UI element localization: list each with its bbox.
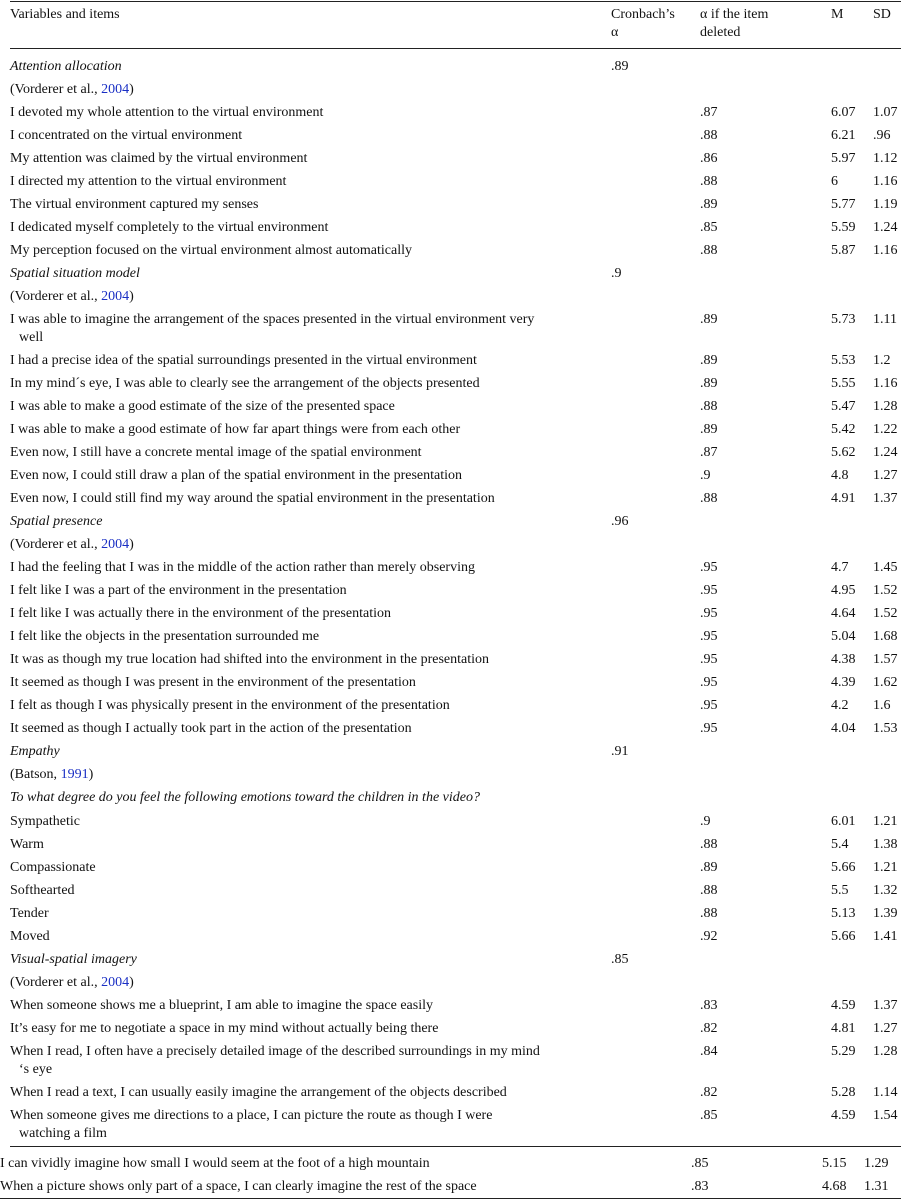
citation-year-link[interactable]: 2004 bbox=[101, 975, 130, 990]
item-text-line1: When I read, I often have a precisely detailed image of the described surroundings in my mind bbox=[10, 1044, 540, 1059]
alpha-if-deleted-value: .89 bbox=[700, 422, 718, 437]
alpha-if-deleted-value: .85 bbox=[691, 1156, 709, 1171]
alpha-if-deleted-value: .82 bbox=[700, 1085, 718, 1100]
table-row bbox=[0, 974, 901, 997]
alpha-if-deleted-value: .89 bbox=[700, 353, 718, 368]
item-text: I concentrated on the virtual environment bbox=[10, 128, 243, 143]
top-rule bbox=[10, 1, 901, 2]
sd-value: 1.28 bbox=[873, 399, 898, 414]
alpha-if-deleted-value: .88 bbox=[700, 883, 718, 898]
cronbach-alpha-value: .85 bbox=[611, 952, 629, 967]
header-deleted-line1: α if the item bbox=[700, 7, 769, 22]
item-text: I was able to make a good estimate of the size of the presented space bbox=[10, 399, 395, 414]
item-text: It was as though my true location had shifted into the environment in the presentation bbox=[10, 652, 490, 667]
sd-value: 1.29 bbox=[864, 1156, 889, 1171]
sd-value: 1.37 bbox=[873, 491, 898, 506]
alpha-if-deleted-value: .87 bbox=[700, 445, 718, 460]
mean-value: 5.42 bbox=[831, 422, 856, 437]
citation-close: ) bbox=[88, 767, 94, 782]
mean-value: 6 bbox=[831, 174, 838, 189]
sd-value: 1.68 bbox=[873, 629, 898, 644]
table-row bbox=[0, 219, 901, 242]
alpha-if-deleted-value: .95 bbox=[700, 675, 718, 690]
alpha-if-deleted-value: .83 bbox=[700, 998, 718, 1013]
sd-value: 1.2 bbox=[873, 353, 891, 368]
sd-value: 1.21 bbox=[873, 860, 898, 875]
mean-value: 5.66 bbox=[831, 929, 856, 944]
cronbach-alpha-value: .89 bbox=[611, 59, 629, 74]
alpha-if-deleted-value: .89 bbox=[700, 860, 718, 875]
table-row bbox=[0, 905, 901, 928]
alpha-if-deleted-value: .82 bbox=[700, 1021, 718, 1036]
header-cronbach bbox=[611, 6, 675, 42]
citation-authors: (Vorderer et al., bbox=[10, 82, 102, 97]
header-sd: SD bbox=[873, 7, 891, 22]
mean-value: 5.5 bbox=[831, 883, 849, 898]
alpha-if-deleted-value: .9 bbox=[700, 814, 711, 829]
sd-value: 1.37 bbox=[873, 998, 898, 1013]
table-row bbox=[0, 467, 901, 490]
citation-authors: (Vorderer et al., bbox=[10, 537, 102, 552]
table-row bbox=[0, 288, 901, 311]
item-text: I had a precise idea of the spatial surroundings presented in the virtual environment bbox=[10, 353, 477, 368]
mean-value: 4.81 bbox=[831, 1021, 856, 1036]
item-text: I devoted my whole attention to the virtual environment bbox=[10, 105, 324, 120]
table-row bbox=[0, 490, 901, 513]
alpha-if-deleted-value: .84 bbox=[700, 1044, 718, 1059]
table-row bbox=[0, 651, 901, 674]
mean-value: 4.04 bbox=[831, 721, 856, 736]
alpha-if-deleted-value: .86 bbox=[700, 151, 718, 166]
table-row bbox=[0, 743, 901, 766]
sd-value: 1.16 bbox=[873, 174, 898, 189]
header-rule bbox=[10, 48, 901, 49]
table-row bbox=[0, 352, 901, 375]
item-text: Compassionate bbox=[10, 860, 96, 875]
item-text: When someone shows me a blueprint, I am able to imagine the space easily bbox=[10, 998, 433, 1013]
table-row bbox=[0, 1155, 901, 1178]
mean-value: 4.64 bbox=[831, 606, 856, 621]
item-text: My attention was claimed by the virtual environment bbox=[10, 151, 308, 166]
mean-value: 4.39 bbox=[831, 675, 856, 690]
section-title: Attention allocation bbox=[10, 59, 122, 74]
item-text: I felt like I was actually there in the environment of the presentation bbox=[10, 606, 391, 621]
sd-value: 1.62 bbox=[873, 675, 898, 690]
table-row bbox=[0, 1043, 901, 1083]
alpha-if-deleted-value: .88 bbox=[700, 128, 718, 143]
sd-value: 1.6 bbox=[873, 698, 891, 713]
mean-value: 5.13 bbox=[831, 906, 856, 921]
table-rule bbox=[10, 1146, 901, 1147]
citation-authors: (Vorderer et al., bbox=[10, 975, 102, 990]
alpha-if-deleted-value: .85 bbox=[700, 1108, 718, 1123]
item-text: I had the feeling that I was in the middle of the action rather than merely observing bbox=[10, 560, 475, 575]
sd-value: 1.52 bbox=[873, 606, 898, 621]
alpha-if-deleted-value: .89 bbox=[700, 376, 718, 391]
alpha-if-deleted-value: .88 bbox=[700, 491, 718, 506]
mean-value: 5.62 bbox=[831, 445, 856, 460]
alpha-if-deleted-value: .95 bbox=[700, 606, 718, 621]
item-text-line2: watching a film bbox=[19, 1126, 107, 1141]
mean-value: 4.95 bbox=[831, 583, 856, 598]
cronbach-alpha-value: .96 bbox=[611, 514, 629, 529]
mean-value: 5.97 bbox=[831, 151, 856, 166]
table-row bbox=[0, 311, 901, 351]
table-row bbox=[0, 242, 901, 265]
item-text: It seemed as though I was present in the environment of the presentation bbox=[10, 675, 416, 690]
table-row bbox=[0, 536, 901, 559]
mean-value: 5.29 bbox=[831, 1044, 856, 1059]
sd-value: 1.07 bbox=[873, 105, 898, 120]
item-text-line2: ‘s eye bbox=[19, 1062, 53, 1077]
item-text: Tender bbox=[10, 906, 49, 921]
cronbach-alpha-value: .91 bbox=[611, 744, 629, 759]
table-row bbox=[0, 81, 901, 104]
sd-value: 1.22 bbox=[873, 422, 898, 437]
sd-value: 1.28 bbox=[873, 1044, 898, 1059]
mean-value: 5.4 bbox=[831, 837, 849, 852]
section-title: Empathy bbox=[10, 744, 60, 759]
item-text: It seemed as though I actually took part in the action of the presentation bbox=[10, 721, 412, 736]
bottom-rule bbox=[0, 1198, 901, 1199]
item-text: Even now, I could still draw a plan of the spatial environment in the presentation bbox=[10, 468, 463, 483]
table-row bbox=[0, 559, 901, 582]
citation-authors: (Vorderer et al., bbox=[10, 289, 102, 304]
header-alpha-deleted bbox=[700, 6, 768, 42]
sd-value: 1.38 bbox=[873, 837, 898, 852]
sd-value: 1.11 bbox=[873, 312, 897, 327]
citation-close: ) bbox=[129, 975, 134, 990]
citation-authors: (Batson, bbox=[10, 767, 61, 782]
alpha-if-deleted-value: .9 bbox=[700, 468, 711, 483]
item-text bbox=[10, 1043, 600, 1079]
item-text: Even now, I still have a concrete mental image of the spatial environment bbox=[10, 445, 422, 460]
item-text: I dedicated myself completely to the virtual environment bbox=[10, 220, 329, 235]
mean-value: 4.2 bbox=[831, 698, 849, 713]
table-row bbox=[0, 196, 901, 219]
alpha-if-deleted-value: .88 bbox=[700, 906, 718, 921]
citation bbox=[10, 288, 134, 306]
header-cronbach-line1: Cronbach’s bbox=[611, 7, 675, 22]
item-text: The virtual environment captured my senses bbox=[10, 197, 259, 212]
mean-value: 5.87 bbox=[831, 243, 856, 258]
sd-value: 1.16 bbox=[873, 376, 898, 391]
sd-value: 1.27 bbox=[873, 468, 898, 483]
item-text: I felt like I was a part of the environment in the presentation bbox=[10, 583, 347, 598]
table-row bbox=[0, 421, 901, 444]
table-row bbox=[0, 813, 901, 836]
sd-value: 1.16 bbox=[873, 243, 898, 258]
sd-value: 1.41 bbox=[873, 929, 898, 944]
citation bbox=[10, 81, 134, 99]
table-row bbox=[0, 859, 901, 882]
alpha-if-deleted-value: .95 bbox=[700, 560, 718, 575]
item-text bbox=[10, 311, 600, 347]
sd-value: 1.19 bbox=[873, 197, 898, 212]
alpha-if-deleted-value: .92 bbox=[700, 929, 718, 944]
table-row bbox=[0, 265, 901, 288]
table-row bbox=[0, 674, 901, 697]
table-row bbox=[0, 375, 901, 398]
sd-value: 1.24 bbox=[873, 220, 898, 235]
alpha-if-deleted-value: .83 bbox=[691, 1179, 709, 1194]
mean-value: 4.91 bbox=[831, 491, 856, 506]
section-title: Spatial presence bbox=[10, 514, 103, 529]
section-title: Spatial situation model bbox=[10, 266, 140, 281]
table-row bbox=[0, 582, 901, 605]
header-deleted-line2: deleted bbox=[700, 25, 741, 40]
citation-year-link[interactable]: 2004 bbox=[101, 82, 130, 97]
table-row bbox=[0, 1107, 901, 1147]
sd-value: 1.57 bbox=[873, 652, 898, 667]
item-text: Moved bbox=[10, 929, 50, 944]
citation-close: ) bbox=[129, 537, 134, 552]
table-row bbox=[0, 150, 901, 173]
citation-close: ) bbox=[129, 82, 134, 97]
alpha-if-deleted-value: .88 bbox=[700, 399, 718, 414]
table-row bbox=[0, 605, 901, 628]
alpha-if-deleted-value: .89 bbox=[700, 312, 718, 327]
sd-value: 1.45 bbox=[873, 560, 898, 575]
alpha-if-deleted-value: .95 bbox=[700, 583, 718, 598]
mean-value: 6.21 bbox=[831, 128, 856, 143]
item-text: I felt like the objects in the presentation surrounded me bbox=[10, 629, 320, 644]
sd-value: 1.52 bbox=[873, 583, 898, 598]
sd-value: 1.39 bbox=[873, 906, 898, 921]
mean-value: 4.59 bbox=[831, 998, 856, 1013]
sd-value: 1.24 bbox=[873, 445, 898, 460]
sd-value: 1.21 bbox=[873, 814, 898, 829]
item-text: Even now, I could still find my way around the spatial environment in the presentation bbox=[10, 491, 495, 506]
table-row bbox=[0, 997, 901, 1020]
sd-value: 1.32 bbox=[873, 883, 898, 898]
mean-value: 5.15 bbox=[822, 1156, 847, 1171]
section-title: Visual-spatial imagery bbox=[10, 952, 137, 967]
mean-value: 5.28 bbox=[831, 1085, 856, 1100]
item-text: My perception focused on the virtual environment almost automatically bbox=[10, 243, 413, 258]
mean-value: 4.8 bbox=[831, 468, 849, 483]
item-text-line1: I was able to imagine the arrangement of the spaces presented in the virtual environment very bbox=[10, 312, 535, 327]
alpha-if-deleted-value: .89 bbox=[700, 197, 718, 212]
sd-value: 1.53 bbox=[873, 721, 898, 736]
item-text: Softhearted bbox=[10, 883, 75, 898]
mean-value: 5.59 bbox=[831, 220, 856, 235]
table-row bbox=[0, 398, 901, 421]
mean-value: 4.38 bbox=[831, 652, 856, 667]
table-row bbox=[0, 766, 901, 789]
table-row bbox=[0, 58, 901, 81]
cronbach-alpha-value: .9 bbox=[611, 266, 622, 281]
alpha-if-deleted-value: .95 bbox=[700, 629, 718, 644]
sd-value: 1.14 bbox=[873, 1085, 898, 1100]
mean-value: 5.55 bbox=[831, 376, 856, 391]
table-row bbox=[0, 789, 901, 812]
item-text: Sympathetic bbox=[10, 814, 80, 829]
table-row bbox=[0, 951, 901, 974]
item-text: I felt as though I was physically present in the environment of the presentation bbox=[10, 698, 450, 713]
alpha-if-deleted-value: .95 bbox=[700, 698, 718, 713]
sd-value: 1.54 bbox=[873, 1108, 898, 1123]
table-row bbox=[0, 444, 901, 467]
table-row bbox=[0, 104, 901, 127]
alpha-if-deleted-value: .88 bbox=[700, 243, 718, 258]
item-text: I directed my attention to the virtual environment bbox=[10, 174, 287, 189]
citation-close: ) bbox=[129, 289, 134, 304]
citation bbox=[10, 766, 93, 784]
mean-value: 5.04 bbox=[831, 629, 856, 644]
item-text-line1: When someone gives me directions to a place, I can picture the route as though I were bbox=[10, 1108, 493, 1123]
alpha-if-deleted-value: .88 bbox=[700, 174, 718, 189]
citation-year-link[interactable]: 2004 bbox=[101, 537, 130, 552]
mean-value: 5.53 bbox=[831, 353, 856, 368]
mean-value: 5.66 bbox=[831, 860, 856, 875]
item-text bbox=[10, 1107, 600, 1143]
item-text: I can vividly imagine how small I would seem at the foot of a high mountain bbox=[0, 1156, 430, 1171]
mean-value: 5.47 bbox=[831, 399, 856, 414]
table-row bbox=[0, 928, 901, 951]
item-text: In my mind´s eye, I was able to clearly see the arrangement of the objects presented bbox=[10, 376, 480, 391]
mean-value: 5.73 bbox=[831, 312, 856, 327]
table-row bbox=[0, 127, 901, 150]
citation bbox=[10, 974, 134, 992]
sd-value: 1.31 bbox=[864, 1179, 889, 1194]
item-text: When a picture shows only part of a space, I can clearly imagine the rest of the space bbox=[0, 1179, 477, 1194]
table-row bbox=[0, 628, 901, 651]
alpha-if-deleted-value: .87 bbox=[700, 105, 718, 120]
citation-year-link[interactable]: 1991 bbox=[60, 767, 89, 782]
citation-year-link[interactable]: 2004 bbox=[101, 289, 130, 304]
question-prompt: To what degree do you feel the following emotions toward the children in the video? bbox=[10, 790, 480, 805]
mean-value: 5.77 bbox=[831, 197, 856, 212]
item-text: When I read a text, I can usually easily imagine the arrangement of the objects described bbox=[10, 1085, 507, 1100]
header-mean: M bbox=[831, 7, 844, 22]
item-text: It’s easy for me to negotiate a space in my mind without actually being there bbox=[10, 1021, 439, 1036]
sd-value: 1.12 bbox=[873, 151, 898, 166]
alpha-if-deleted-value: .95 bbox=[700, 652, 718, 667]
mean-value: 4.7 bbox=[831, 560, 849, 575]
mean-value: 6.07 bbox=[831, 105, 856, 120]
table-row bbox=[0, 1084, 901, 1107]
sd-value: .96 bbox=[873, 128, 891, 143]
mean-value: 4.68 bbox=[822, 1179, 847, 1194]
item-text: Warm bbox=[10, 837, 44, 852]
table-row bbox=[0, 513, 901, 536]
item-text: I was able to make a good estimate of how far apart things were from each other bbox=[10, 422, 461, 437]
table-row bbox=[0, 173, 901, 196]
table-row bbox=[0, 882, 901, 905]
alpha-if-deleted-value: .85 bbox=[700, 220, 718, 235]
table-row bbox=[0, 697, 901, 720]
table-row bbox=[0, 1020, 901, 1043]
item-text-line2: well bbox=[19, 330, 44, 345]
citation bbox=[10, 536, 134, 554]
alpha-if-deleted-value: .95 bbox=[700, 721, 718, 736]
table-row bbox=[0, 836, 901, 859]
header-variables: Variables and items bbox=[10, 7, 120, 22]
sd-value: 1.27 bbox=[873, 1021, 898, 1036]
alpha-if-deleted-value: .88 bbox=[700, 837, 718, 852]
header-cronbach-line2: α bbox=[611, 25, 619, 40]
mean-value: 6.01 bbox=[831, 814, 856, 829]
mean-value: 4.59 bbox=[831, 1108, 856, 1123]
table-row bbox=[0, 720, 901, 743]
